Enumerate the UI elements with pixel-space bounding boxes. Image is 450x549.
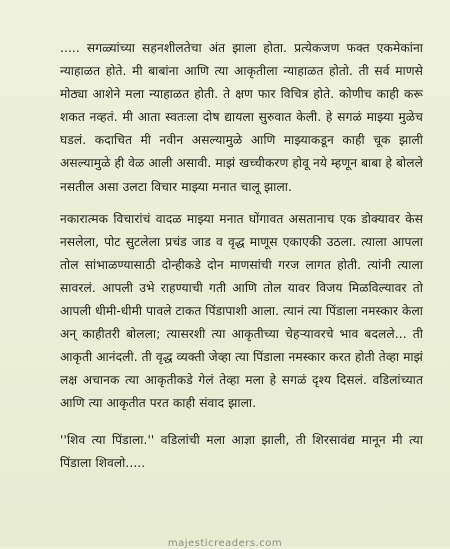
page-text-block [60,37,423,475]
publisher-footer: majesticreaders.com [167,538,283,549]
paragraph-3: ''शिव त्या पिंडाला.'' वडिलांची मला आज्ञा झाली, ती शिरसावंद्य मानून मी त्या पिंडाला शिवलो..... [60,432,423,470]
paragraph-2: नकारात्मक विचारांचं वादळ माझ्या मनात घोंगावत असतानाच एक डोक्यावर केस नसलेला, पोट सुटलेला प्रचंड जाड व वृद्ध माणूस एकाएकी उठला. त्याला आपला तोल सांभाळण्यासाठी दोन्हीकडे दोन माणसांची गरज लागत होती. त्यांनी त्याला सावरलं. आपली उभे राहण्याची गती आणि तोल यावर विजय मिळविल्यावर तो आपली धीमी-धीमी पावले टाकत पिंडापाशी आला. त्यानं त्या पिंडाला नमस्कार केला अन् काहीतरी बोलला; त्यासरशी त्या आकृतीच्या चेहऱ्यावरचे भाव बदलले... ती आकृती आनंदली. ती वृद्ध व्यक्ती जेव्हा त्या पिंडाला नमस्कार करत होती तेव्हा माझं लक्ष अचानक त्या आकृतीकडे गेलं तेव्हा मला हे सगळं दृश्य दिसलं. वडिलांच्यात आणि त्या आकृतीत परत काही संवाद झाला. [60,211,424,411]
paragraph-1: ..... सगळ्यांच्या सहनशीलतेचा अंत झाला होता. प्रत्येकजण फक्त एकमेकांना न्याहाळत होते. मी बाबांना आणि त्या आकृतीला न्याहाळत होतो. ती सर्व माणसे मोठ्या आशेने मला न्याहाळत होती. ते क्षण फार विचित्र होते. कोणीच काही करू शकत नव्हतं. मी आता स्वतःला दोष द्यायला सुरुवात केली. हे सगळं माझ्या मुळेच घडलं. कदाचित मी नवीन असल्यामुळे आणि माझ्याकडून काही चूक झाली असल्यामुळे ही वेळ आली असावी. माझं खच्चीकरण होवू नये म्हणून बाबा हे बोलले नसतील असा उलटा विचार माझ्या मनात चालू झाला. [60,41,423,194]
